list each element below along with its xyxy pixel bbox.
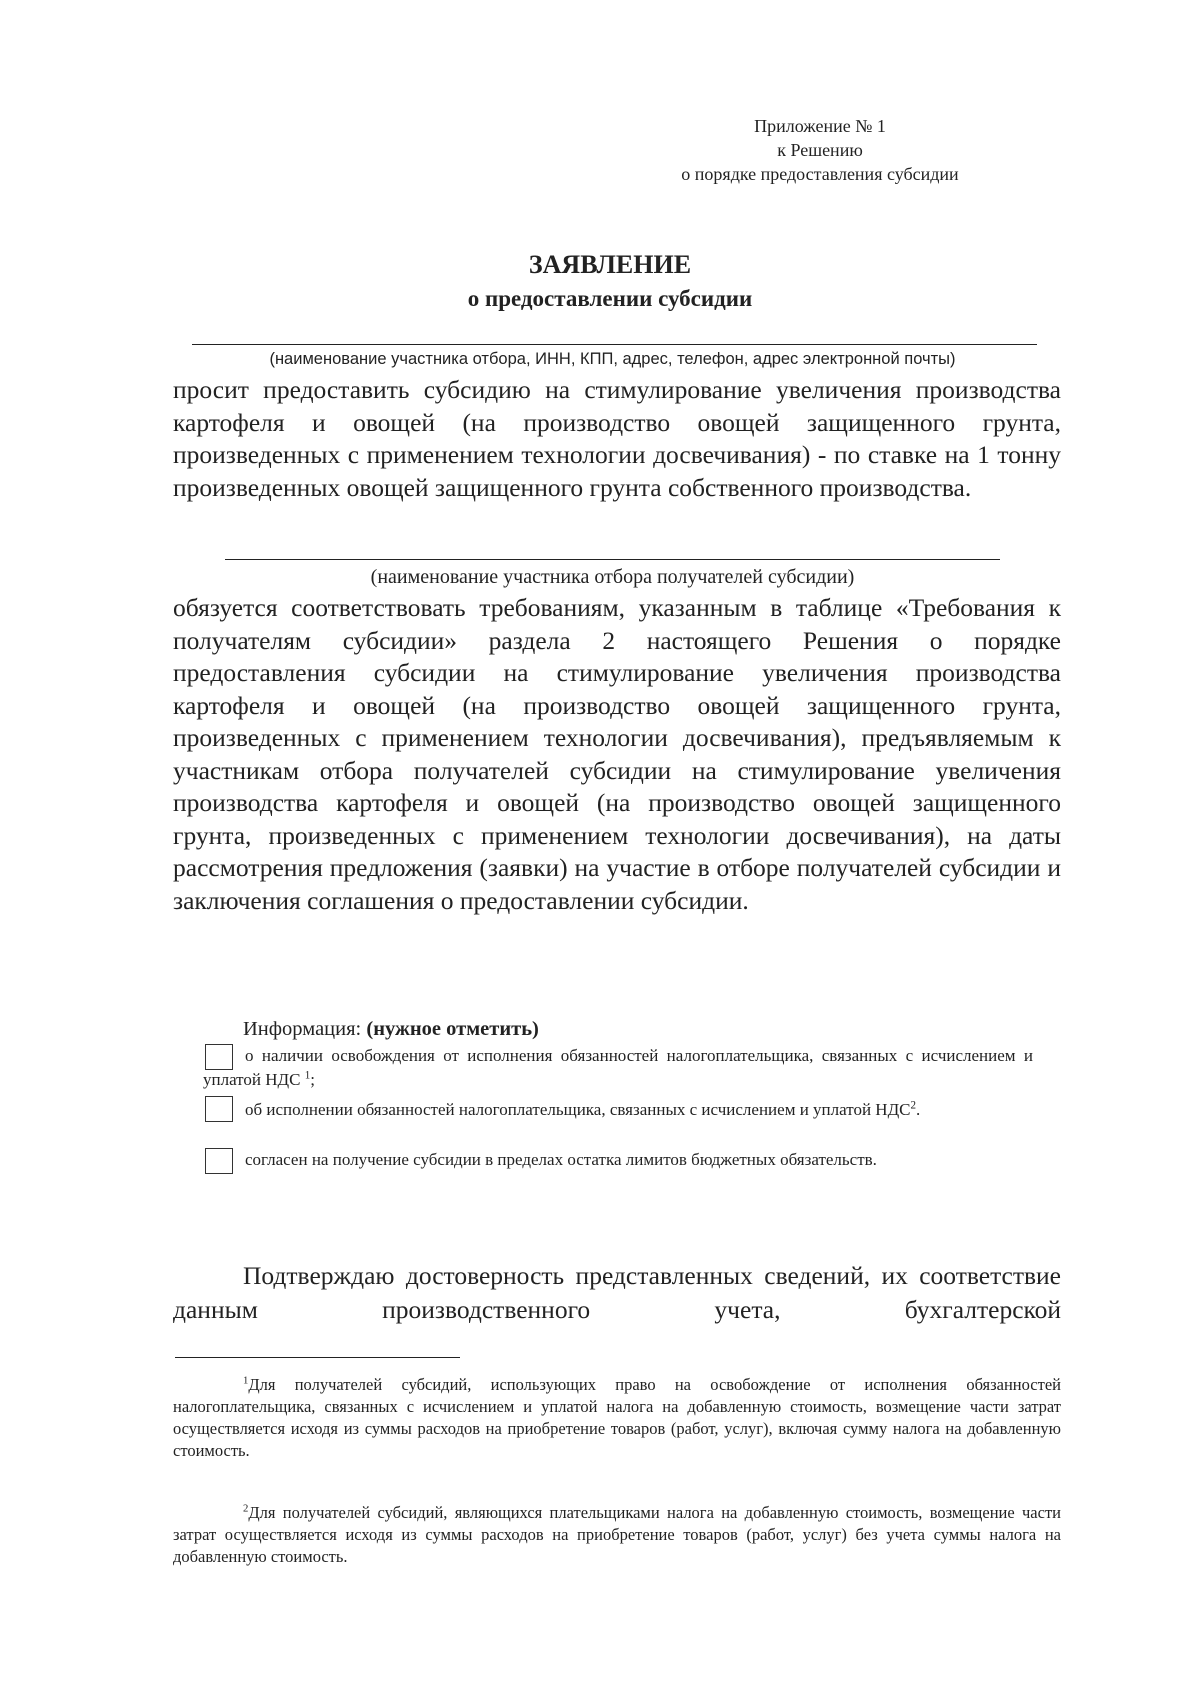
footnote-1-text: Для получателей субсидий, использующих право на освобождение от исполнения обязанностей налогоплательщика, связанных с исчислением и уплатой налога на добавленную стоимость, возмещение части затрат осуществляется исходя из суммы расходов на приобретение товаров (работ, услуг), включая сумму налога на добавленную стоимость. [173,1375,1061,1460]
footnote-separator [175,1357,460,1358]
document-subtitle: о предоставлении субсидии [467,286,753,311]
option-vat-payer-tail: . [916,1100,921,1119]
footnote-2 [173,1502,1061,1568]
applicant-blank-line [192,344,1037,345]
appendix-line-1: Приложение № 1 [754,116,886,136]
document-title: ЗАЯВЛЕНИЕ [528,250,692,279]
applicant-caption: (наименование участника отбора, ИНН, КПП, адрес, телефон, адрес электронной почты) [269,350,956,368]
confirmation-paragraph [173,1259,1061,1327]
option-vat-exemption-tail: ; [310,1070,315,1089]
footnote-ref-2: 2 [910,1099,917,1112]
option-vat-exemption-text: о наличии освобождения от исполнения обязанностей налогоплательщика, связанных с исчислением и уплатой НДС [203,1046,1033,1089]
recipient-blank-line [225,559,1000,560]
info-heading [243,1018,539,1041]
option-vat-payer [203,1098,1033,1122]
obligation-paragraph: обязуется соответствовать требованиям, указанным в таблице «Требования к получателям субсидии» раздела 2 настоящего Решения о порядке предоставления субсидии на стимулирование увеличения производства картофеля и овощей (на производство овощей защищенного грунта, произведенных с применением технологии досвечивания), предъявляемым к участникам отбора получателей субсидии на стимулирование увеличения производства картофеля и овощей (на производство овощей защищенного грунта, произведенных с применением технологии досвечивания), на даты рассмотрения предложения (заявки) на участие в отборе получателей субсидии и заключения соглашения о предоставлении субсидии. [173,593,1061,915]
footnote-2-text: Для получателей субсидий, являющихся плательщиками налога на добавленную стоимость, возмещение части затрат осуществляется исходя из суммы расходов на приобретение товаров (работ, услуг) без учета суммы налога на добавленную стоимость. [173,1503,1061,1566]
request-paragraph: просит предоставить субсидию на стимулирование увеличения производства картофеля и овощей (на производство овощей защищенного грунта, произведенных с применением технологии досвечивания) - по ставке на 1 тонну произведенных овощей защищенного грунта собственного производства. [173,375,1061,502]
footnote-ref-1: 1 [304,1069,311,1082]
recipient-caption: (наименование участника отбора получателей субсидии) [370,566,855,588]
footnote-2-mark: 2 [243,1502,249,1515]
info-heading-label: Информация: [243,1018,367,1040]
appendix-header [640,114,1000,186]
option-vat-payer-text: об исполнении обязанностей налогоплательщика, связанных с исчислением и уплатой НДС [245,1100,911,1119]
appendix-line-2: к Решению [777,140,863,160]
footnote-1-mark: 1 [243,1374,249,1387]
option-budget-limits [203,1148,1033,1172]
option-budget-limits-text: согласен на получение субсидии в пределах остатка лимитов бюджетных обязательств. [245,1150,877,1169]
info-heading-note: (нужное отметить) [366,1018,539,1040]
option-vat-exemption [203,1044,1033,1092]
confirmation-text: Подтверждаю достоверность представленных сведений, их соответствие данным производственного учета, бухгалтерской [173,1261,1061,1324]
appendix-line-3: о порядке предоставления субсидии [681,164,959,184]
footnote-1 [173,1374,1061,1462]
